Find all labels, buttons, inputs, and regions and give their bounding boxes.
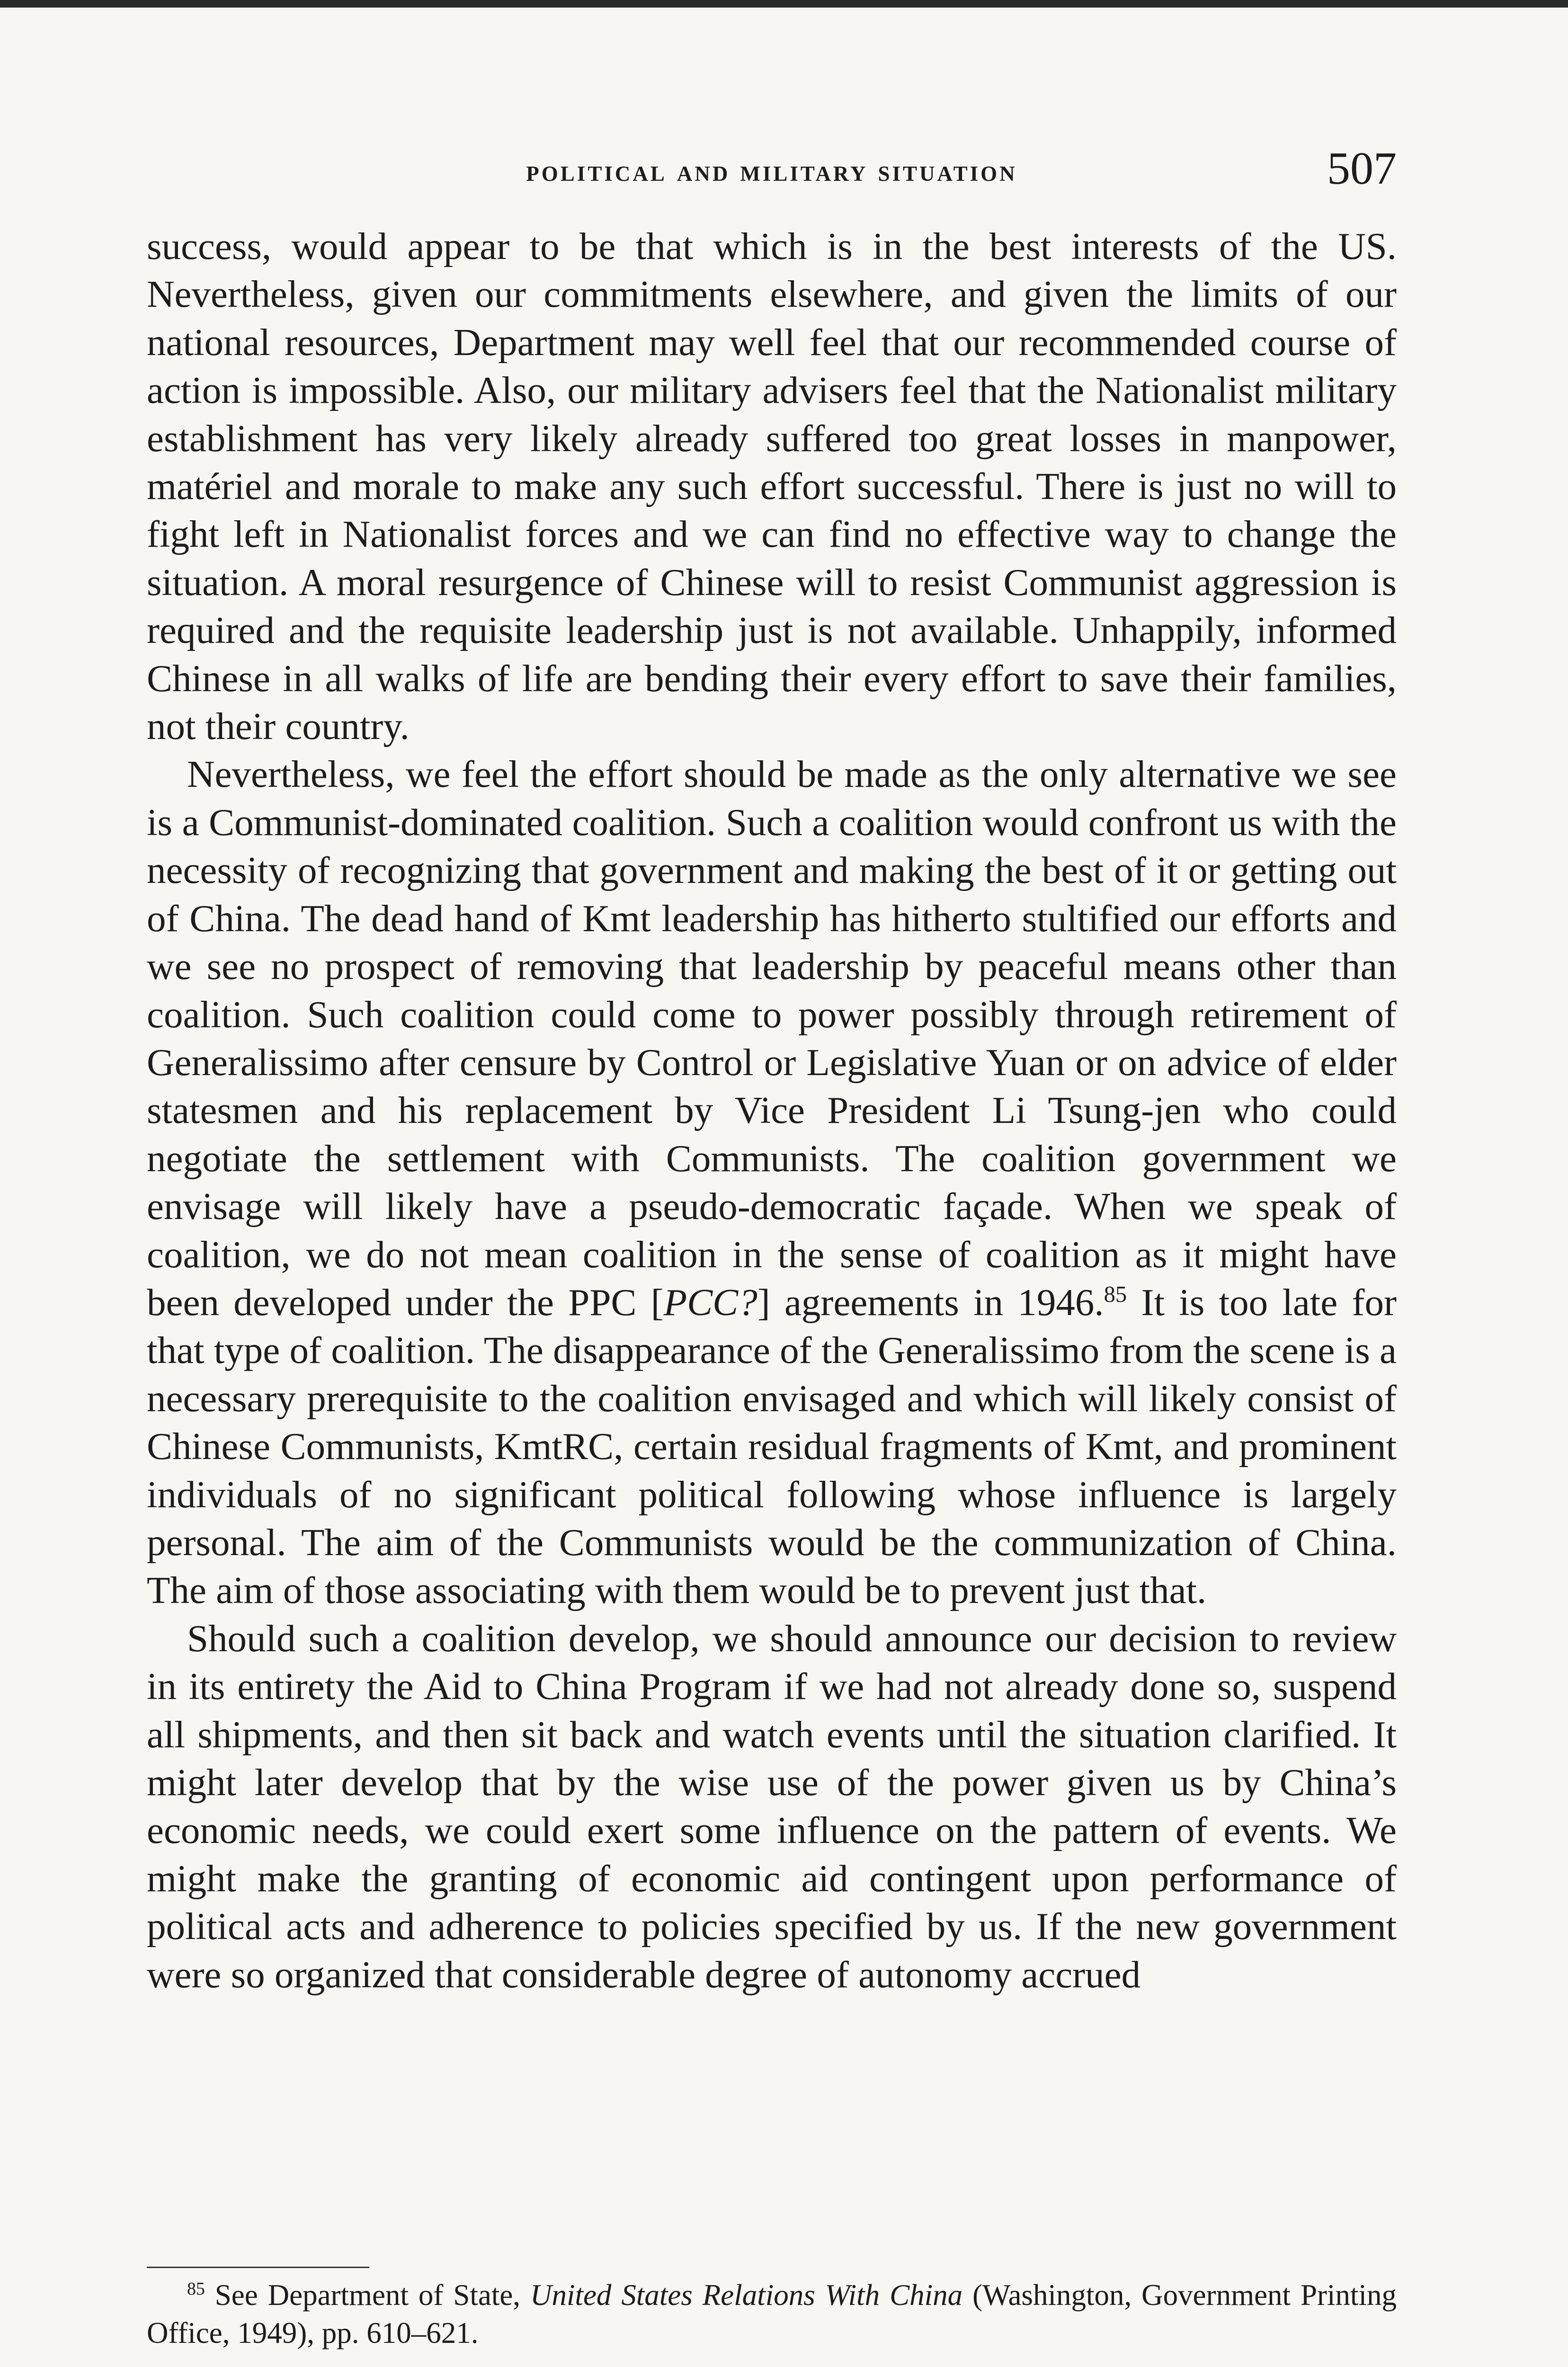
- footnote-marker: 85: [187, 2279, 205, 2299]
- footnote-reference[interactable]: 85: [1104, 1281, 1127, 1307]
- page-number: 507: [1327, 143, 1397, 194]
- paragraph-2-end: It is too late for that type of coalition. The disappearance of the Generalissimo from the scene is a necessary prerequisite to the coalition envisaged and which will likely consist of Chinese Communists, KmtRC, certain residual fragments of Kmt, and prominent individuals of no significant political following whose influence is largely personal. The aim of the Communists would be the communization of China. The aim of those associating with them would be to prevent just that.: [147, 1281, 1397, 1612]
- footnote-divider: [147, 2267, 369, 2268]
- footnote-title: United States Relations With China: [530, 2278, 963, 2312]
- page-header: [147, 142, 1397, 194]
- paragraph-2-mid: ] agreements in 1946.: [757, 1281, 1104, 1324]
- running-head: political and military situation: [526, 154, 1017, 187]
- paragraph-3: Should such a coalition develop, we should announce our decision to review in its entirety the Aid to China Program if we had not already done so, suspend all shipments, and then sit back and watch events until the situation clarified. It might later develop that by the wise use of the power given us by China’s economic needs, we could exert some influence on the pattern of events. We might make the granting of economic aid contingent upon performance of political acts and adherence to policies specified by us. If the new government were so organized that considerable degree of autonomy accrued: [147, 1617, 1397, 1996]
- paragraph-2: [147, 750, 1397, 1614]
- footnote-rest: (Washington, Government Printing Office, 1949), pp. 610–621.: [147, 2278, 1397, 2349]
- footnote: [147, 2276, 1397, 2352]
- body-text: [147, 222, 1397, 1999]
- paragraph-1: success, would appear to be that which is in the best interests of the US. Nevertheless, given our commitments elsewhere, and given the limits of our national resources, Department may well feel that our recommended course of action is impossible. Also, our military advisers feel that the Nationalist military establishment has very likely already suffered too great losses in manpower, matériel and morale to make any such effort successful. There is just no will to fight left in Nationalist forces and we can find no effective way to change the situation. A moral resurgence of Chinese will to resist Communist aggression is required and the requisite leadership just is not available. Unhappily, informed Chinese in all walks of life are bending their every effort to save their families, not their country.: [147, 225, 1397, 748]
- paragraph-2-start: Nevertheless, we feel the effort should be made as the only alternative we see is a Communist-dominated coalition. Such a coalition would confront us with the necessity of recognizing that government and making the best of it or getting out of China. The dead hand of Kmt leadership has hitherto stultified our efforts and we see no prospect of removing that leadership by peaceful means other than coalition. Such coalition could come to power possibly through retirement of Generalissimo after censure by Control or Legislative Yuan or on advice of elder statesmen and his replacement by Vice President Li Tsung-jen who could negotiate the settlement with Communists. The coalition government we envisage will likely have a pseudo-democratic façade. When we speak of coalition, we do not mean coalition in the sense of coalition as it might have been developed under the PPC [: [147, 753, 1397, 1324]
- paragraph-2-italic: PCC?: [663, 1281, 757, 1324]
- top-border: [0, 0, 1568, 8]
- footnote-lead: See Department of State,: [205, 2278, 530, 2312]
